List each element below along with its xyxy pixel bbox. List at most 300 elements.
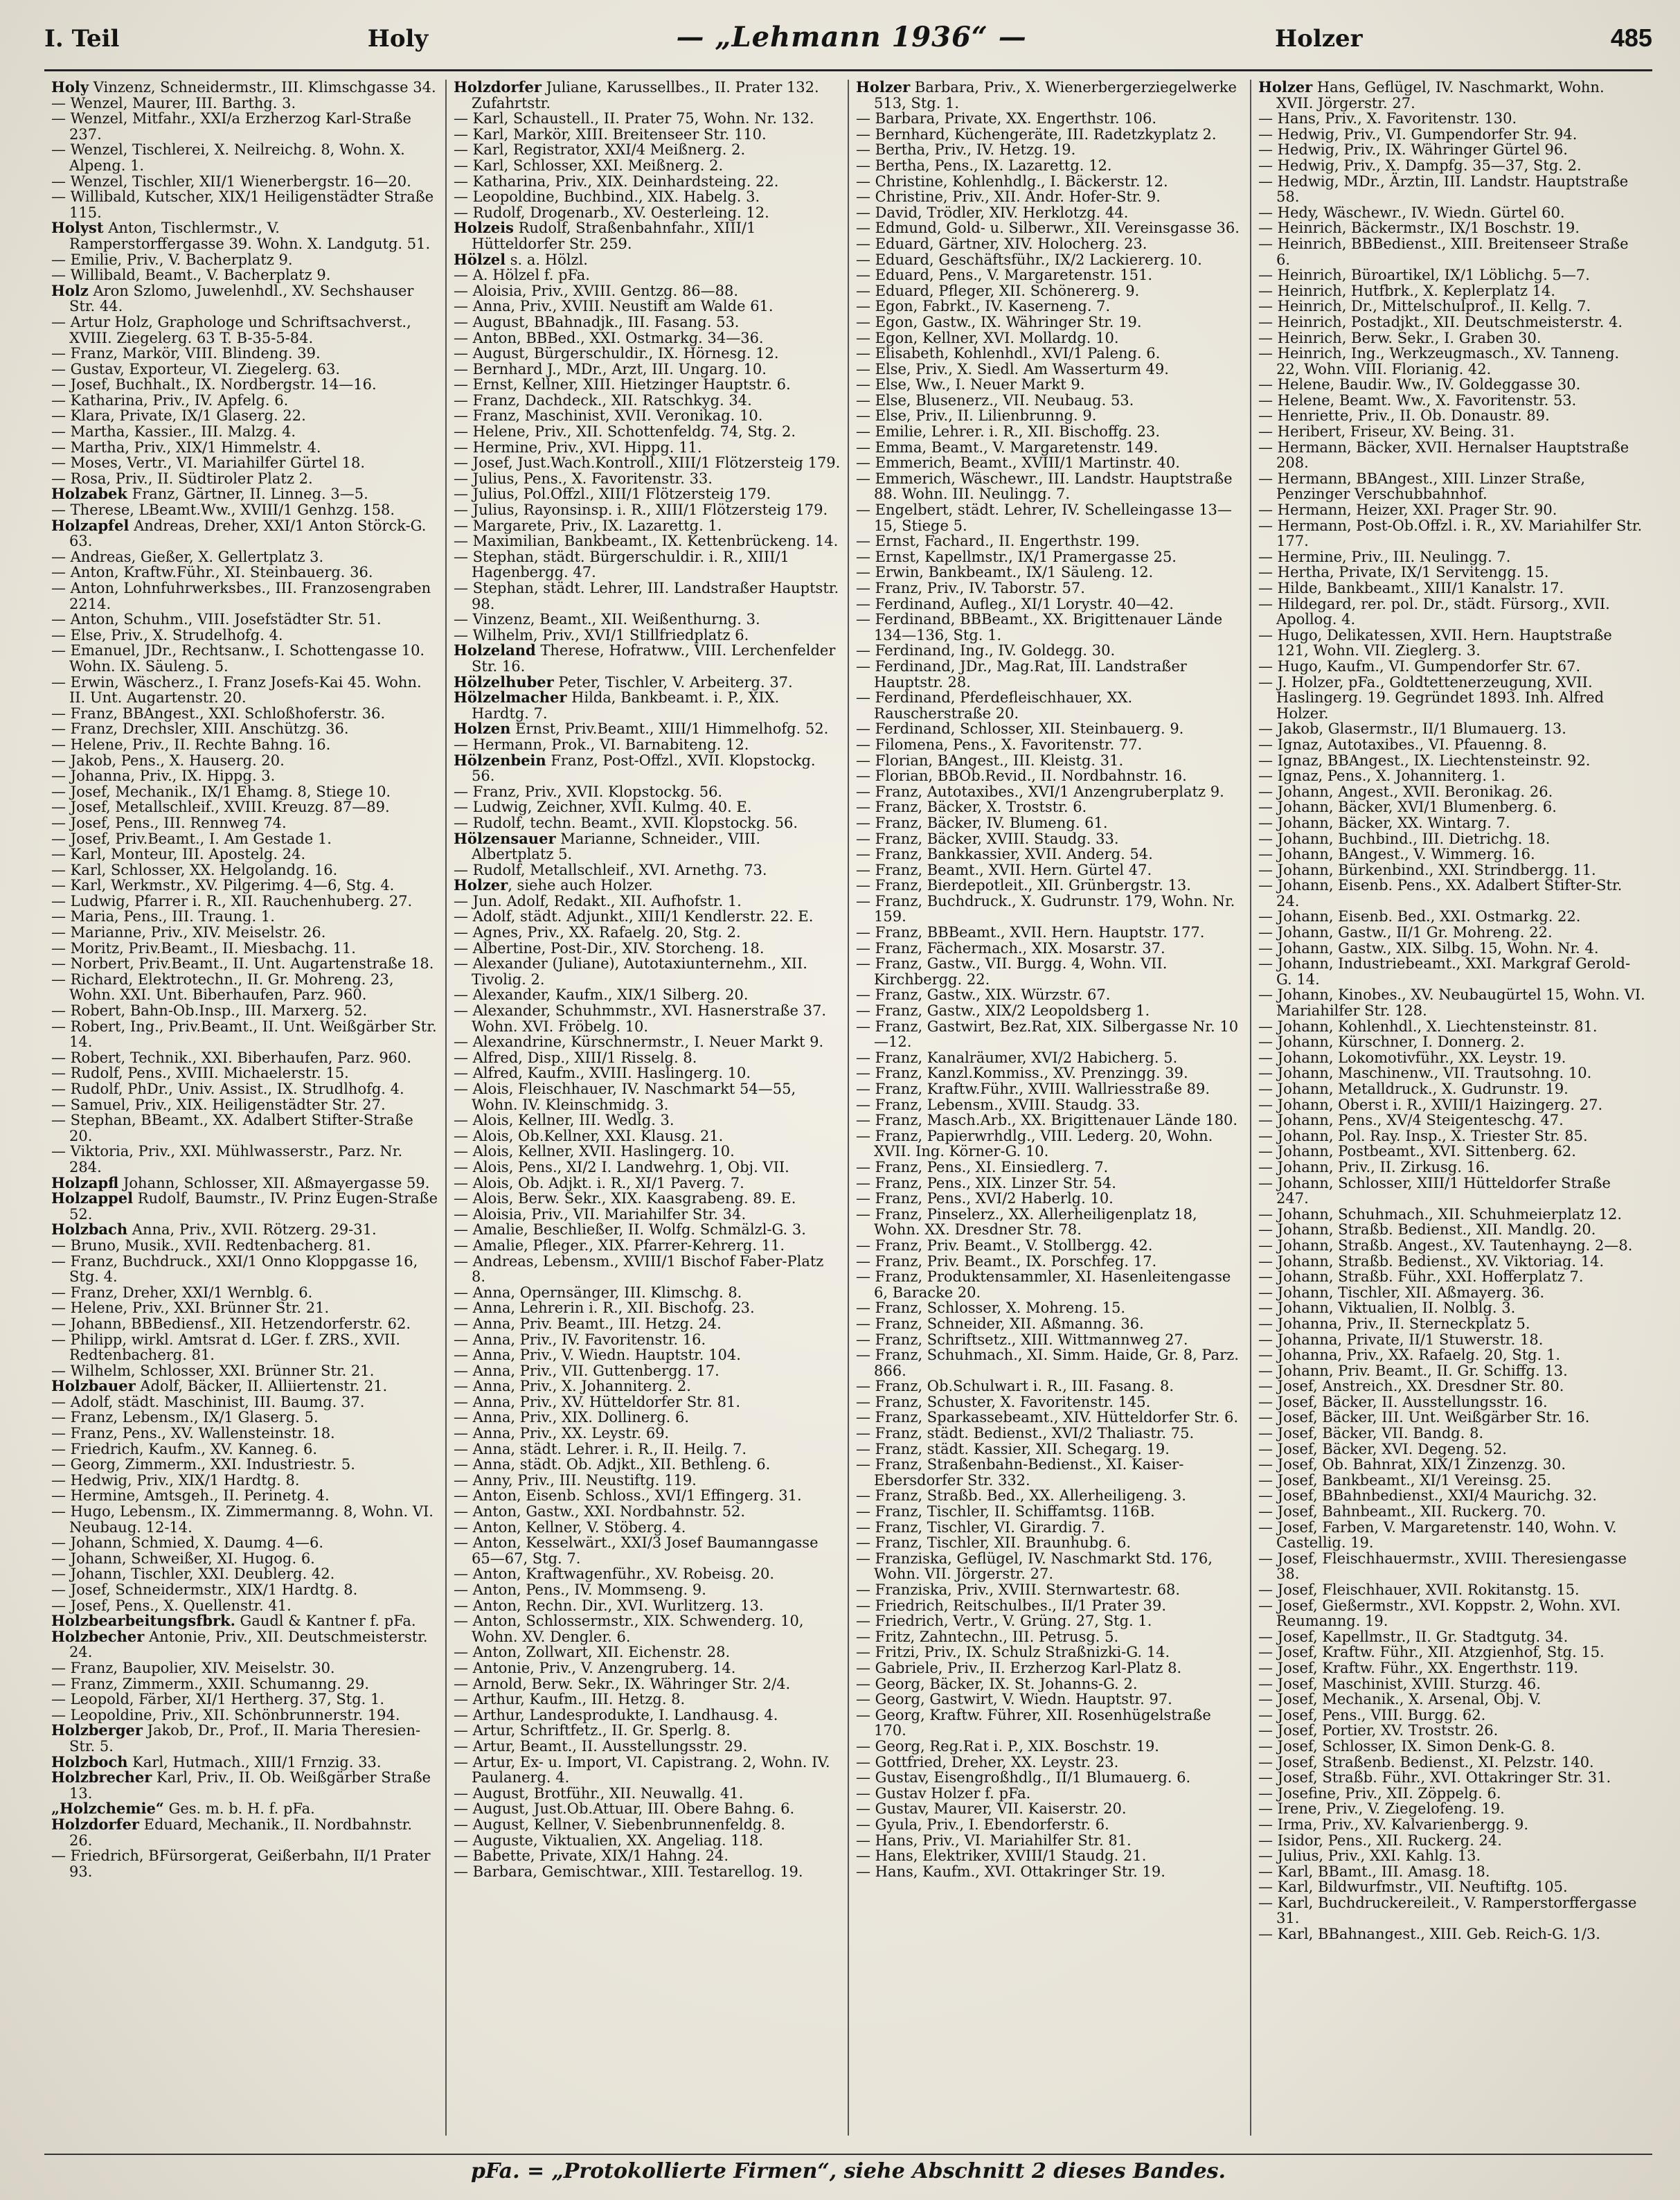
directory-entry	[454, 1520, 841, 1536]
directory-entry	[51, 909, 438, 925]
directory-entry	[51, 784, 438, 800]
entry-text: — Josef, Pens., III. Rennweg 74.	[51, 814, 287, 831]
directory-entry	[856, 1833, 1243, 1849]
directory-entry	[856, 690, 1243, 721]
entry-text: — Franz, Gastw., VII. Burgg. 4, Wohn. VII. Kirchbergg. 22.	[856, 955, 1168, 988]
directory-entry	[51, 1238, 438, 1254]
entry-text: — Johann, Lokomotivführ., XX. Leystr. 19.	[1258, 1049, 1566, 1066]
entry-surname: Holzbecher	[51, 1627, 145, 1645]
directory-entry	[856, 471, 1243, 502]
entry-text: — Alois, Kellner, XVII. Haslingerg. 10.	[454, 1143, 735, 1160]
directory-entry	[51, 721, 438, 737]
entry-text: Karl, Priv., II. Ob. Weißgärber Straße 13.	[69, 1769, 431, 1802]
entry-text: — Babette, Private, XIX/1 Hahng. 24.	[454, 1847, 729, 1865]
entry-text: — Richard, Elektrotechn., II. Gr. Mohreng. 23, Wohn. XXI. Unt. Biberhaufen, Parz. 960.	[51, 970, 394, 1004]
entry-text: — Elisabeth, Kohlenhdl., XVI/1 Paleng. 6.	[856, 345, 1161, 362]
entry-text: — Artur, Beamt., II. Ausstellungsstr. 29.	[454, 1737, 748, 1755]
entry-surname: Holzbearbeitungsfbrk.	[51, 1612, 235, 1630]
directory-entry	[454, 1801, 841, 1817]
entry-text: — Hugo, Lebensm., IX. Zimmermanng. 8, Wohn. VI. Neubaug. 12-14.	[51, 1503, 434, 1536]
entry-text: — Franz, Papierwrhdlg., VIII. Lederg. 20, Wohn. XVII. Ing. Körner-G. 10.	[856, 1127, 1213, 1160]
entry-text: — Rudolf, techn. Beamt., XVII. Klopstockg. 56.	[454, 814, 798, 831]
entry-text: — Anton, Pens., IV. Mommseng. 9.	[454, 1581, 706, 1598]
entry-text: — Josef, BBahnbedienst., XXI/4 Maurichg. 32.	[1258, 1487, 1598, 1505]
entry-text: — Josef, Priv.Beamt., I. Am Gestade 1.	[51, 830, 332, 847]
entry-text: — Josef, Kraftw. Führ., XII. Atzgienhof, Stg. 15.	[1258, 1644, 1605, 1661]
entry-text: — Karl, Registrator, XXI/4 Meißnerg. 2.	[454, 141, 746, 159]
directory-entry	[454, 111, 841, 127]
directory-entry	[454, 1786, 841, 1802]
directory-entry	[454, 424, 841, 440]
directory-entry	[51, 972, 438, 1003]
entry-text: — Alois, Ob. Adjkt. i. R., XI/1 Paverg. 7.	[454, 1174, 744, 1191]
entry-text: — Franz, Bäcker, IV. Blumeng. 61.	[856, 814, 1108, 831]
entry-text: — Franz, Kanalräumer, XVI/2 Habicherg. 5.	[856, 1049, 1178, 1066]
entry-text: — Karl, Schlosser, XX. Helgolandg. 16.	[51, 861, 338, 878]
directory-entry	[51, 1566, 438, 1582]
directory-entry	[1258, 1378, 1645, 1394]
entry-text: — Stephan, städt. Bürgerschuldir. i. R., XIII/1 Hagenbergg. 47.	[454, 548, 789, 581]
directory-entry	[856, 408, 1243, 424]
directory-entry	[856, 346, 1243, 362]
entry-surname: Hölzensauer	[454, 829, 556, 847]
entry-text: — Amalie, Pfleger., XIX. Pfarrer-Kehrerg. 11.	[454, 1236, 785, 1254]
entry-text: — Josef, Fleischhauermstr., XVIII. Theresiengasse 38.	[1258, 1550, 1627, 1583]
entry-text: — Johann, Tischler, XII. Aßmayerg. 36.	[1258, 1284, 1545, 1301]
entry-text: — Franz, Bäcker, X. Troststr. 6.	[856, 799, 1087, 816]
entry-text: — Hans, Kaufm., XVI. Ottakringer Str. 19.	[856, 1863, 1165, 1880]
entry-surname: Holzboch	[51, 1753, 128, 1771]
entry-surname: Holzapfl	[51, 1173, 119, 1191]
entry-text: — Gustav, Exporteur, VI. Ziegelerg. 63.	[51, 360, 340, 378]
entry-text: — A. Hölzel f. pFa.	[454, 267, 590, 284]
entry-text: — Bernhard J., MDr., Arzt, III. Ungarg. 10.	[454, 360, 767, 378]
directory-entry	[856, 111, 1243, 127]
entry-text: — Ernst, Kellner, XIII. Hietzinger Hauptstr. 6.	[454, 376, 791, 393]
entry-text: — Florian, BBOb.Revid., II. Nordbahnstr. 16.	[856, 768, 1187, 785]
entry-text: — Johann, Straßb. Bedienst., XII. Mandlg. 20.	[1258, 1221, 1596, 1239]
entry-text: — Rudolf, PhDr., Univ. Assist., IX. Strudlhofg. 4.	[51, 1081, 404, 1097]
entry-text: — Alfred, Disp., XIII/1 Risselg. 8.	[454, 1049, 697, 1066]
entry-text: — Philipp, wirkl. Amtsrat d. LGer. f. ZRS., XVII. Redtenbacherg. 81.	[51, 1331, 401, 1364]
entry-text: — Johann, BAngest., V. Wimmerg. 16.	[1258, 846, 1535, 863]
entry-text: — Heinrich, Büroartikel, IX/1 Löblichg. 5—7.	[1258, 267, 1590, 284]
entry-text: — Hans, Elektriker, XVIII/1 Staudg. 21.	[856, 1847, 1147, 1865]
directory-entry	[856, 1332, 1243, 1348]
directory-entry	[51, 486, 438, 502]
entry-text: — Hugo, Kaufm., VI. Gumpendorfer Str. 67.	[1258, 657, 1581, 675]
entry-text: Peter, Tischler, V. Arbeiterg. 37.	[553, 673, 793, 691]
directory-entry	[856, 1081, 1243, 1097]
entry-text: — Bernhard, Küchengeräte, III. Radetzkyplatz 2.	[856, 125, 1217, 143]
entry-text: — Amalie, Beschließer, II. Wolfg. Schmälzl-G. 3.	[454, 1221, 806, 1239]
entry-text: — Franz, Lebensm., XVIII. Staudg. 33.	[856, 1096, 1141, 1113]
directory-entry	[51, 1144, 438, 1175]
entry-text: — Anton, Schlossermstr., XIX. Schwenderg. 10, Wohn. XV. Dengler. 6.	[454, 1613, 804, 1645]
entry-text: — Anna, Priv., XX. Leystr. 69.	[454, 1425, 670, 1442]
directory-entry	[454, 675, 841, 691]
entry-text: — Florian, BAngest., III. Kleistg. 31.	[856, 752, 1124, 769]
directory-entry	[454, 142, 841, 158]
directory-entry	[454, 1848, 841, 1864]
entry-surname: Holzappel	[51, 1189, 134, 1207]
directory-entry	[454, 1755, 841, 1786]
directory-entry	[1258, 596, 1645, 628]
directory-entry	[454, 737, 841, 753]
directory-entry	[1258, 1926, 1645, 1942]
entry-text: — Josef, Bäcker, III. Unt. Weißgärber Str. 16.	[1258, 1409, 1590, 1426]
directory-entry	[51, 377, 438, 393]
entry-text: — Josef, Bäcker, VII. Bandg. 8.	[1258, 1425, 1484, 1442]
entry-text: — Johann, Straßb. Führ., XXI. Hofferplatz 7.	[1258, 1268, 1584, 1286]
directory-entry	[856, 1003, 1243, 1019]
directory-entry	[454, 1222, 841, 1238]
directory-entry	[1258, 1723, 1645, 1739]
entry-text: — Georg, Kraftw. Führer, XII. Rosenhügelstraße 170.	[856, 1706, 1211, 1739]
directory-entry	[856, 393, 1243, 409]
directory-entry	[856, 784, 1243, 800]
directory-entry	[51, 283, 438, 314]
entry-text: — Franz, Schuster, X. Favoritenstr. 145.	[856, 1393, 1151, 1410]
entry-text: — Johann, Angest., XVII. Beronikag. 26.	[1258, 783, 1553, 800]
entry-text: — Josef, Fleischhauer, XVII. Rokitanstg. 15.	[1258, 1581, 1580, 1598]
directory-entry	[856, 862, 1243, 878]
entry-surname: Holzbrecher	[51, 1768, 152, 1786]
directory-entry	[1258, 267, 1645, 283]
directory-entry	[51, 1222, 438, 1238]
directory-entry	[454, 314, 841, 330]
entry-text: — Robert, Technik., XXI. Biberhaufen, Parz. 960.	[51, 1049, 412, 1066]
entry-text: — Franz, Maschinist, XVII. Veronikag. 10.	[454, 407, 763, 425]
entry-text: Johann, Schlosser, XII. Aßmayergasse 59.	[118, 1174, 430, 1191]
directory-entry	[1258, 158, 1645, 174]
entry-text: — Anton, Kraftwagenführ., XV. Robeisg. 20.	[454, 1565, 775, 1583]
entry-text: — Martha, Priv., XIX/1 Himmelstr. 4.	[51, 438, 321, 456]
entry-text: — Franz, BBBeamt., XVII. Hern. Hauptstr. 177.	[856, 924, 1205, 941]
entry-text: — Auguste, Viktualien, XX. Angeliag. 118.	[454, 1831, 764, 1849]
directory-entry	[1258, 753, 1645, 769]
directory-entry	[51, 1629, 438, 1660]
directory-entry	[1258, 799, 1645, 815]
directory-entry	[454, 283, 841, 299]
directory-entry	[1258, 1410, 1645, 1426]
directory-entry	[856, 1739, 1243, 1755]
directory-entry	[856, 299, 1243, 314]
entry-text: — Franz, Bäcker, XVIII. Staudg. 33.	[856, 830, 1119, 847]
directory-entry	[1258, 1879, 1645, 1895]
directory-entry	[856, 1378, 1243, 1394]
directory-entry	[856, 1613, 1243, 1629]
directory-entry	[51, 346, 438, 362]
entry-text: — Franz, Gastw., XIX. Würzstr. 67.	[856, 986, 1111, 1004]
entry-text: — Johann, Priv. Beamt., II. Gr. Schiffg. 13.	[1258, 1362, 1568, 1379]
entry-text: — Emmerich, Wäschewr., III. Landstr. Hauptstraße 88. Wohn. III. Neulingg. 7.	[856, 470, 1233, 503]
entry-text: — Ferdinand, Aufleg., XI/1 Lorystr. 40—42.	[856, 595, 1174, 612]
entry-text: — Katharina, Priv., IV. Apfelg. 6.	[51, 391, 289, 409]
entry-text: — Moses, Vertr., VI. Mariahilfer Gürtel 18.	[51, 454, 366, 472]
directory-entry	[454, 189, 841, 205]
entry-text: — Friedrich, BFürsorgerat, Geißerbahn, II/1 Prater 93.	[51, 1847, 431, 1880]
directory-entry	[856, 1394, 1243, 1410]
directory-entry	[1258, 1065, 1645, 1081]
directory-entry	[51, 1817, 438, 1848]
entry-text: Jakob, Dr., Prof., II. Maria Theresien-Str. 5.	[69, 1722, 421, 1755]
entry-surname: Holzbauer	[51, 1377, 136, 1395]
entry-text: — Fritzi, Priv., IX. Schulz Straßnizki-G. 14.	[856, 1644, 1170, 1661]
entry-text: — Willibald, Kutscher, XIX/1 Heiligenstädter Straße 115.	[51, 188, 434, 221]
directory-entry	[454, 1332, 841, 1348]
entry-text: — Jun. Adolf, Redakt., XII. Aufhofstr. 1.	[454, 892, 742, 910]
entry-text: — Samuel, Priv., XIX. Heiligenstädter Str. 27.	[51, 1096, 386, 1113]
first-surname-label: Holy	[367, 25, 429, 53]
directory-entry	[454, 1144, 841, 1160]
entry-surname: Holzdorfer	[51, 1815, 139, 1833]
directory-entry	[454, 158, 841, 174]
entry-text: Karl, Hutmach., XIII/1 Frnzig. 33.	[127, 1753, 382, 1771]
entry-text: — Leopoldine, Buchbind., XIX. Habelg. 3.	[454, 188, 760, 206]
entry-text: — Adolf, städt. Adjunkt., XIII/1 Kendlerstr. 22. E.	[454, 908, 814, 925]
entry-text: — Anton, Rechn. Dir., XVI. Wurlitzerg. 13.	[454, 1597, 764, 1614]
entry-text: — Johann, BBBediensf., XII. Hetzendorferstr. 62.	[51, 1315, 411, 1332]
entry-surname: Hölzel	[454, 250, 506, 268]
entry-text: — Franz, Buchdruck., X. Gudrunstr. 179, Wohn. Nr. 159.	[856, 892, 1235, 925]
directory-entry	[454, 1660, 841, 1676]
entry-text: — Karl, Monteur, III. Apostelg. 24.	[51, 846, 306, 863]
directory-entry	[454, 1410, 841, 1426]
entry-text: — Johann, Pol. Ray. Insp., X. Triester Str. 85.	[1258, 1127, 1588, 1144]
entry-text: — Albertine, Post-Dir., XIV. Storcheng. 18.	[454, 939, 765, 957]
entry-text: — Rosa, Priv., II. Südtiroler Platz 2.	[51, 470, 313, 487]
directory-entry	[1258, 393, 1645, 409]
entry-text: — Johann, Postbeamt., XVI. Sittenberg. 62.	[1258, 1143, 1576, 1160]
entry-text: — Franziska, Geflügel, IV. Naschmarkt Std. 176, Wohn. VII. Jörgerstr. 27.	[856, 1550, 1213, 1583]
entry-text: — Josef, Kraftw. Führ., XX. Engerthstr. 119.	[1258, 1659, 1579, 1676]
directory-entry	[51, 1300, 438, 1316]
directory-entry	[454, 486, 841, 502]
entry-text: — Johanna, Priv., XX. Rafaelg. 20, Stg. 1.	[1258, 1347, 1561, 1364]
entry-text: — Johann, Maschinenw., VII. Trautsohng. 10.	[1258, 1065, 1592, 1082]
entry-text: — Eduard, Geschäftsführ., IX/2 Lackiererg. 10.	[856, 251, 1202, 268]
directory-entry	[1258, 580, 1645, 596]
directory-entry	[454, 502, 841, 518]
entry-text: — Johann, Gastw., II/1 Gr. Mohreng. 22.	[1258, 924, 1553, 941]
entry-text: — David, Trödler, XIV. Herklotzg. 44.	[856, 204, 1129, 221]
directory-entry	[856, 987, 1243, 1003]
entry-text: — Bertha, Priv., IV. Hetzg. 19.	[856, 141, 1076, 159]
entry-text: — Julius, Pol.Offzl., XIII/1 Flötzersteig 179.	[454, 486, 771, 503]
entry-text: — Anton, Kesselwärt., XXI/3 Josef Baumanngasse 65—67, Stg. 7.	[454, 1534, 819, 1567]
directory-entry	[51, 612, 438, 628]
entry-text: — Josef, Bankbeamt., XI/1 Vereinsg. 25.	[1258, 1471, 1551, 1489]
directory-entry	[1258, 127, 1645, 143]
entry-surname: Holzer	[454, 876, 508, 894]
directory-entry	[1258, 815, 1645, 831]
directory-entry	[856, 362, 1243, 378]
directory-entry	[856, 643, 1243, 659]
directory-entry	[454, 1065, 841, 1081]
entry-text: — Else, Blusenerz., VII. Neubaug. 53.	[856, 391, 1134, 409]
entry-text: — Gyula, Priv., I. Ebendorferstr. 6.	[856, 1816, 1109, 1833]
directory-entry	[1258, 80, 1645, 111]
directory-entry	[454, 205, 841, 221]
entry-text: — Anna, Priv. Beamt., III. Hetzg. 24.	[454, 1315, 722, 1332]
directory-entry	[856, 189, 1243, 205]
directory-entry	[51, 1363, 438, 1379]
entry-text: — Rudolf, Metallschleif., XVI. Arnethg. 73.	[454, 861, 767, 878]
directory-entry	[51, 956, 438, 972]
entry-text: s. a. Hölzl.	[506, 251, 588, 268]
directory-entry	[454, 831, 841, 862]
directory-entry	[856, 1707, 1243, 1739]
directory-entry	[1258, 424, 1645, 440]
entry-text: — Heinrich, Hutfbrk., X. Keplerplatz 14.	[1258, 282, 1556, 299]
entry-text: — Franz, Masch.Arb., XX. Brigittenauer Lände 180.	[856, 1112, 1238, 1129]
entry-text: — Aloisia, Priv., XVIII. Gentzg. 86—88.	[454, 282, 739, 299]
directory-entry	[454, 1176, 841, 1191]
directory-entry	[454, 1300, 841, 1316]
entry-text: — Robert, Ing., Priv.Beamt., II. Unt. Weißgärber Str. 14.	[51, 1018, 437, 1051]
entry-text: — Anna, Priv., XV. Hütteldorfer Str. 81.	[454, 1393, 741, 1410]
entry-text: — Johann, Schmied, X. Daumg. 4—6.	[51, 1534, 323, 1552]
entry-text: Ges. m. b. H. f. pFa.	[163, 1800, 315, 1818]
directory-entry	[1258, 925, 1645, 941]
entry-text: — Johann, Metalldruck., X. Gudrunstr. 19.	[1258, 1081, 1569, 1097]
directory-entry	[51, 80, 438, 96]
directory-entry	[454, 815, 841, 831]
directory-entry	[454, 1285, 841, 1301]
directory-entry	[51, 1316, 438, 1332]
directory-entry	[1258, 1457, 1645, 1473]
directory-entry	[51, 111, 438, 142]
entry-text: — Josef, Kapellmstr., II. Gr. Stadtgutg. 34.	[1258, 1628, 1569, 1645]
entry-text: — August, Bürgerschuldir., IX. Hörnesg. 12.	[454, 345, 779, 362]
directory-entry	[454, 1817, 841, 1833]
directory-entry	[856, 127, 1243, 143]
entry-text: — Stephan, BBeamt., XX. Adalbert Stifter-Straße 20.	[51, 1112, 413, 1144]
entry-text: — Hermann, Post-Ob.Offzl. i. R., XV. Mariahilfer Str. 177.	[1258, 517, 1643, 550]
entry-text: — Wenzel, Mitfahr., XXI/a Erzherzog Karl-Straße 237.	[51, 110, 411, 143]
entry-text: — Franz, Autotaxibes., XVI/1 Anzengruberplatz 9.	[856, 783, 1224, 800]
directory-entry	[1258, 1112, 1645, 1128]
directory-entry	[1258, 1144, 1645, 1160]
directory-entry	[856, 80, 1243, 111]
entry-text: — Hermann, Prok., VI. Barnabiteng. 12.	[454, 736, 749, 753]
directory-entry	[454, 690, 841, 721]
entry-text: — Else, Priv., X. Siedl. Am Wasserturm 49.	[856, 360, 1169, 378]
directory-entry	[856, 1065, 1243, 1081]
directory-entry	[1258, 502, 1645, 518]
entry-text: — Franz, Straßenbahn-Bedienst., XI. Kaiser-Ebersdorfer Str. 332.	[856, 1456, 1184, 1489]
page-footer-note: pFa. = „Protokollierte Firmen“, siehe Abschnitt 2 dieses Bandes.	[44, 2154, 1652, 2183]
directory-entry	[856, 956, 1243, 987]
directory-entry	[856, 1817, 1243, 1833]
directory-entry	[856, 799, 1243, 815]
entry-text: — Anton, Kellner, V. Stöberg. 4.	[454, 1518, 686, 1536]
directory-entry	[856, 1238, 1243, 1254]
directory-entry	[856, 1692, 1243, 1707]
directory-entry	[1258, 878, 1645, 909]
entry-text: — Heinrich, Berw. Sekr., I. Graben 30.	[1258, 329, 1542, 346]
directory-entry	[51, 1285, 438, 1301]
column-3	[849, 80, 1251, 2136]
entry-text: — Artur, Ex- u. Import, VI. Capistrang. 2, Wohn. IV. Paulanerg. 4.	[454, 1753, 830, 1786]
entry-text: — Hermine, Amtsgeh., II. Perinetg. 4.	[51, 1487, 330, 1505]
directory-entry	[454, 1238, 841, 1254]
entry-text: — Franz, Sparkassebeamt., XIV. Hütteldorfer Str. 6.	[856, 1409, 1239, 1426]
directory-entry	[51, 1050, 438, 1066]
directory-entry	[1258, 565, 1645, 580]
entry-text: — Josef, Maschinist, XVIII. Sturzg. 46.	[1258, 1675, 1541, 1692]
directory-entry	[1258, 768, 1645, 784]
entry-text: — Adolf, städt. Maschinist, III. Baumg. 37.	[51, 1393, 365, 1410]
entry-text: — Alois, Ob.Kellner, XXI. Klausg. 21.	[454, 1127, 724, 1144]
directory-entry	[454, 1833, 841, 1849]
directory-entry	[51, 878, 438, 894]
entry-text: — Julius, Pens., X. Favoritenstr. 33.	[454, 470, 713, 487]
entry-text: — Alois, Pens., XI/2 I. Landwehrg. 1, Obj. VII.	[454, 1158, 789, 1176]
directory-entry	[1258, 737, 1645, 753]
directory-entry	[454, 1723, 841, 1739]
directory-entry	[856, 1551, 1243, 1582]
directory-entry	[1258, 346, 1645, 377]
entry-text: — Hermine, Priv., III. Neulingg. 7.	[1258, 548, 1511, 565]
entry-text: — Friedrich, Kaufm., XV. Kanneg. 6.	[51, 1440, 318, 1457]
directory-entry	[454, 1207, 841, 1223]
directory-entry	[1258, 205, 1645, 221]
directory-entry	[51, 1426, 438, 1441]
directory-entry	[51, 142, 438, 173]
entry-text: Andreas, Dreher, XXI/1 Anton Störck-G. 63.	[69, 517, 427, 550]
directory-entry	[856, 1300, 1243, 1316]
directory-entry	[51, 1801, 438, 1817]
entry-text: — Engelbert, städt. Lehrer, IV. Schelleingasse 13—15, Stiege 5.	[856, 502, 1232, 534]
directory-entry	[1258, 1864, 1645, 1880]
entry-text: — Christine, Priv., XII. Andr. Hofer-Str. 9.	[856, 188, 1161, 206]
directory-entry	[1258, 220, 1645, 236]
directory-entry	[856, 158, 1243, 174]
entry-text: — Josef, Bäcker, II. Ausstellungsstr. 16.	[1258, 1393, 1548, 1410]
entry-text: Hans, Geflügel, IV. Naschmarkt, Wohn. XVII. Jörgerstr. 27.	[1276, 80, 1605, 112]
directory-entry	[856, 1207, 1243, 1238]
directory-entry	[454, 220, 841, 251]
directory-entry	[51, 1441, 438, 1457]
directory-entry	[1258, 1394, 1645, 1410]
directory-entry	[454, 878, 841, 894]
entry-text: — Franz, Priv. Beamt., IX. Porschfeg. 17.	[856, 1252, 1157, 1270]
entry-text: — Franz, Bankkassier, XVII. Anderg. 54.	[856, 846, 1153, 863]
entry-text: — Filomena, Pens., X. Favoritenstr. 77.	[856, 736, 1143, 753]
directory-entry	[454, 1864, 841, 1880]
entry-text: — Heinrich, BBBedienst., XIII. Breitenseer Straße 6.	[1258, 235, 1629, 268]
directory-entry	[856, 580, 1243, 596]
entry-text: — Bruno, Musik., XVII. Redtenbacherg. 81.	[51, 1236, 371, 1254]
directory-entry	[856, 1535, 1243, 1551]
directory-entry	[1258, 956, 1645, 987]
directory-entry	[454, 1191, 841, 1207]
directory-entry	[856, 1019, 1243, 1050]
directory-entry	[856, 1410, 1243, 1426]
entry-text: — Viktoria, Priv., XXI. Mühlwasserstr., Parz. Nr. 284.	[51, 1143, 403, 1176]
directory-entry	[454, 440, 841, 456]
entry-text: Barbara, Priv., X. Wienerbergerziegelwerke 513, Stg. 1.	[874, 80, 1237, 112]
entry-text: — Georg, Reg.Rat i. P., XIX. Boschstr. 19.	[856, 1737, 1159, 1755]
entry-text: Marianne, Schneider., VIII. Albertplatz 5.	[472, 830, 761, 863]
section-label: I. Teil	[44, 25, 120, 53]
entry-text: — Franz, Beamt., XVII. Hern. Gürtel 47.	[856, 861, 1152, 878]
page-number: 485	[1610, 24, 1652, 52]
directory-entry	[454, 549, 841, 580]
entry-text: — Ferdinand, Ing., IV. Goldegg. 30.	[856, 642, 1116, 659]
